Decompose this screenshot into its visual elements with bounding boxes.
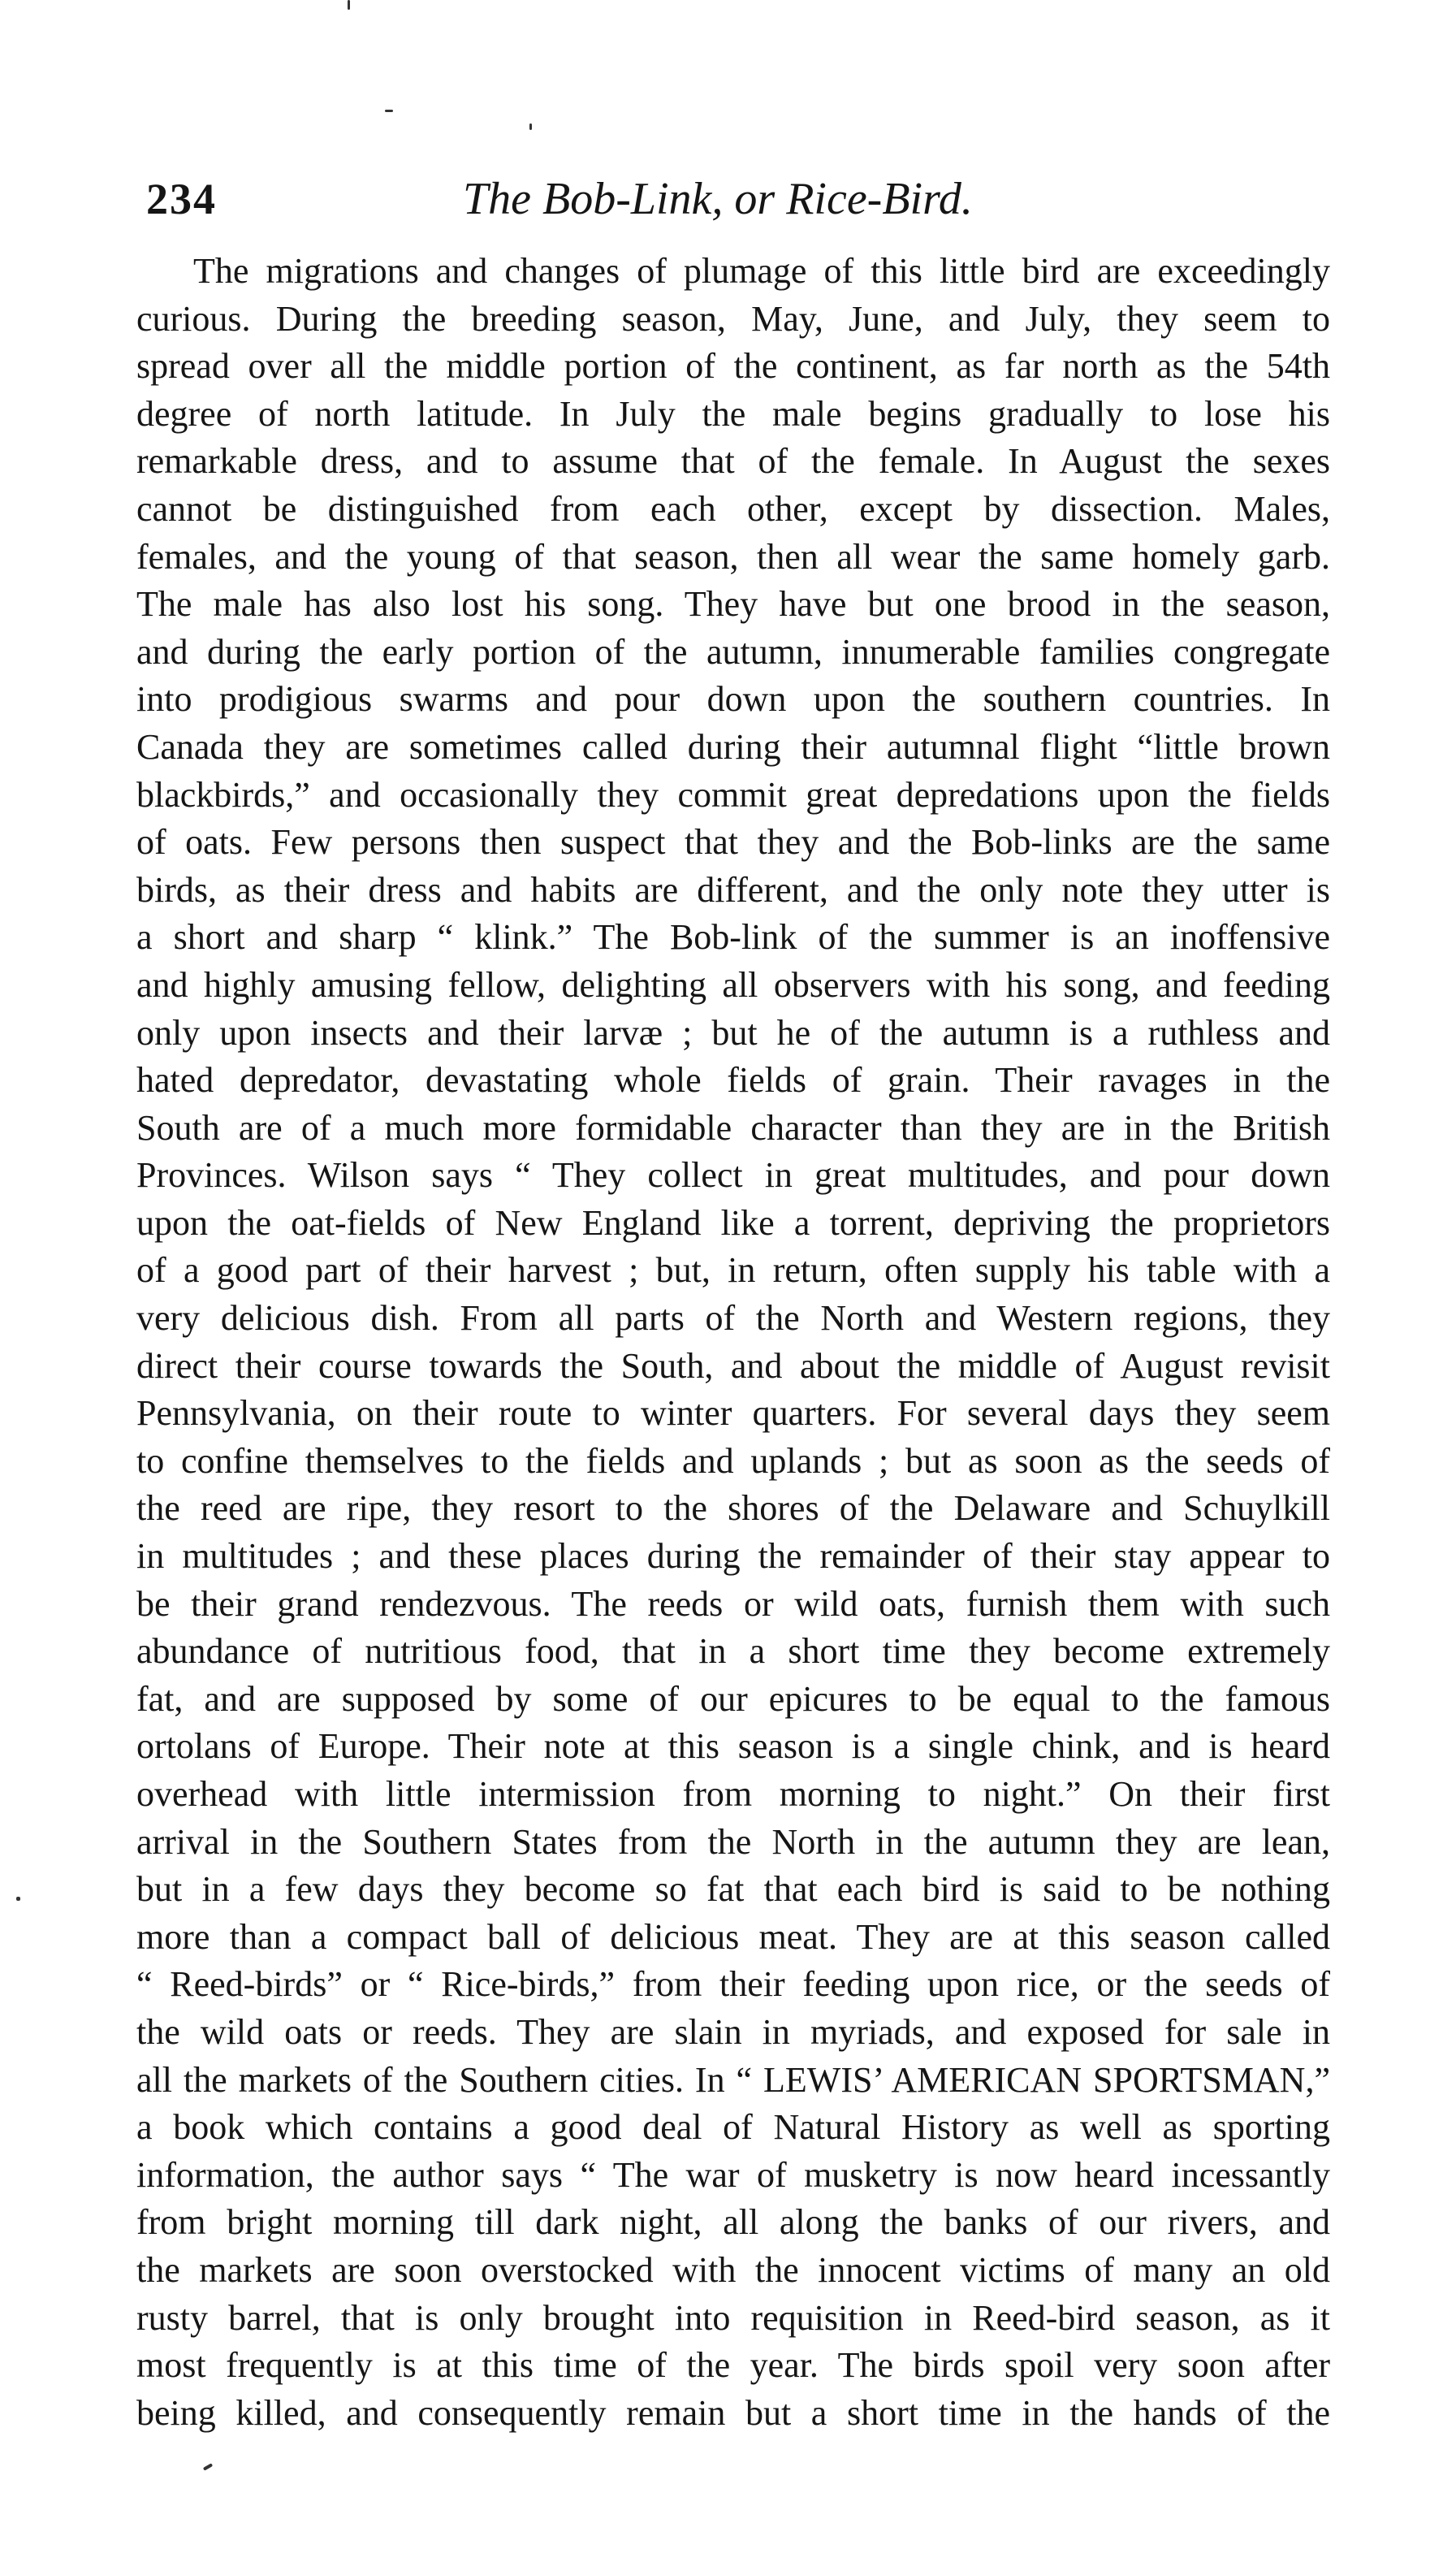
text-line: Canada they are sometimes called during their autumnal flight “little brown xyxy=(136,726,1330,767)
text-line: being killed, and consequently remain but a short time in the hands of the xyxy=(136,2392,1330,2433)
text-line: information, the author says “ The war of musketry is now heard incessantly xyxy=(136,2154,1330,2195)
text-line: of oats. Few persons then suspect that they and the Bob-links are the same xyxy=(136,822,1330,863)
text-line: Pennsylvania, on their route to winter quarters. For several days they seem xyxy=(136,1393,1330,1434)
text-line: upon the oat-fields of New England like a torrent, depriving the proprietors xyxy=(136,1202,1330,1243)
text-line: and during the early portion of the autumn, innumerable families congregate xyxy=(136,631,1330,672)
text-line: degree of north latitude. In July the male begins gradually to lose his xyxy=(136,393,1330,434)
text-line: most frequently is at this time of the year. The birds spoil very soon after xyxy=(136,2345,1330,2386)
text-line: very delicious dish. From all parts of the North and Western regions, they xyxy=(136,1298,1330,1339)
running-head xyxy=(146,167,1324,232)
text-line: South are of a much more formidable character than they are in the British xyxy=(136,1107,1330,1148)
text-line: to confine themselves to the fields and uplands ; but as soon as the seeds of xyxy=(136,1440,1330,1481)
text-line: be their grand rendezvous. The reeds or wild oats, furnish them with such xyxy=(136,1583,1330,1624)
text-line: all the markets of the Southern cities. In “ LEWIS’ AMERICAN SPORTSMAN,” xyxy=(136,2059,1330,2100)
text-line: ortolans of Europe. Their note at this season is a single chink, and is heard xyxy=(136,1726,1330,1767)
print-speck xyxy=(385,110,393,112)
text-line: the markets are soon overstocked with the innocent victims of many an old xyxy=(136,2249,1330,2290)
text-line: a short and sharp “ klink.” The Bob-link of the summer is an inoffensive xyxy=(136,917,1330,958)
text-line: abundance of nutritious food, that in a short time they become extremely xyxy=(136,1631,1330,1672)
text-line: of a good part of their harvest ; but, in return, often supply his table with a xyxy=(136,1250,1330,1291)
text-line: remarkable dress, and to assume that of the female. In August the sexes xyxy=(136,441,1330,482)
text-line: but in a few days they become so fat that each bird is said to be nothing xyxy=(136,1869,1330,1910)
text-line: and highly amusing fellow, delighting all observers with his song, and feeding xyxy=(136,964,1330,1005)
text-line: the reed are ripe, they resort to the shores of the Delaware and Schuylkill xyxy=(136,1488,1330,1529)
print-speck xyxy=(529,123,532,130)
text-line: from bright morning till dark night, all along the banks of our rivers, and xyxy=(136,2202,1330,2243)
running-title: The Bob-Link, or Rice-Bird. xyxy=(463,174,973,224)
text-line: Provinces. Wilson says “ They collect in great multitudes, and pour down xyxy=(136,1155,1330,1196)
text-line: in multitudes ; and these places during the remainder of their stay appear to xyxy=(136,1536,1330,1577)
text-line: direct their course towards the South, and about the middle of August revisit xyxy=(136,1345,1330,1386)
text-line: The migrations and changes of plumage of this little bird are exceedingly xyxy=(193,251,1330,291)
text-line: hated depredator, devastating whole fields of grain. Their ravages in the xyxy=(136,1060,1330,1101)
text-line: blackbirds,” and occasionally they commit great depredations upon the fields xyxy=(136,774,1330,815)
text-line: into prodigious swarms and pour down upon the southern countries. In xyxy=(136,679,1330,720)
text-line: rusty barrel, that is only brought into requisition in Reed-bird season, as it xyxy=(136,2297,1330,2338)
text-line: spread over all the middle portion of the continent, as far north as the 54th xyxy=(136,346,1330,387)
text-line: fat, and are supposed by some of our epicures to be equal to the famous xyxy=(136,1678,1330,1719)
text-line: cannot be distinguished from each other, except by dissection. Males, xyxy=(136,488,1330,529)
text-line: birds, as their dress and habits are different, and the only note they utter is xyxy=(136,869,1330,910)
text-line: The male has also lost his song. They have but one brood in the season, xyxy=(136,584,1330,625)
body-text xyxy=(136,248,1330,2437)
text-line: overhead with little intermission from morning to night.” On their first xyxy=(136,1774,1330,1814)
text-line: arrival in the Southern States from the North in the autumn they are lean, xyxy=(136,1821,1330,1862)
text-line: only upon insects and their larvæ ; but he of the autumn is a ruthless and xyxy=(136,1012,1330,1053)
text-line: more than a compact ball of delicious meat. They are at this season called xyxy=(136,1916,1330,1957)
print-speck xyxy=(348,0,350,10)
page-number: 234 xyxy=(146,175,217,223)
text-line: “ Reed-birds” or “ Rice-birds,” from their feeding upon rice, or the seeds of xyxy=(136,1964,1330,2005)
text-line: females, and the young of that season, then all wear the same homely garb. xyxy=(136,536,1330,577)
text-line: curious. During the breeding season, May, June, and July, they seem to xyxy=(136,298,1330,339)
print-speck xyxy=(16,1897,20,1901)
text-line: the wild oats or reeds. They are slain in myriads, and exposed for sale in xyxy=(136,2011,1330,2052)
print-speck xyxy=(203,2463,213,2470)
text-line: a book which contains a good deal of Natural History as well as sporting xyxy=(136,2107,1330,2148)
